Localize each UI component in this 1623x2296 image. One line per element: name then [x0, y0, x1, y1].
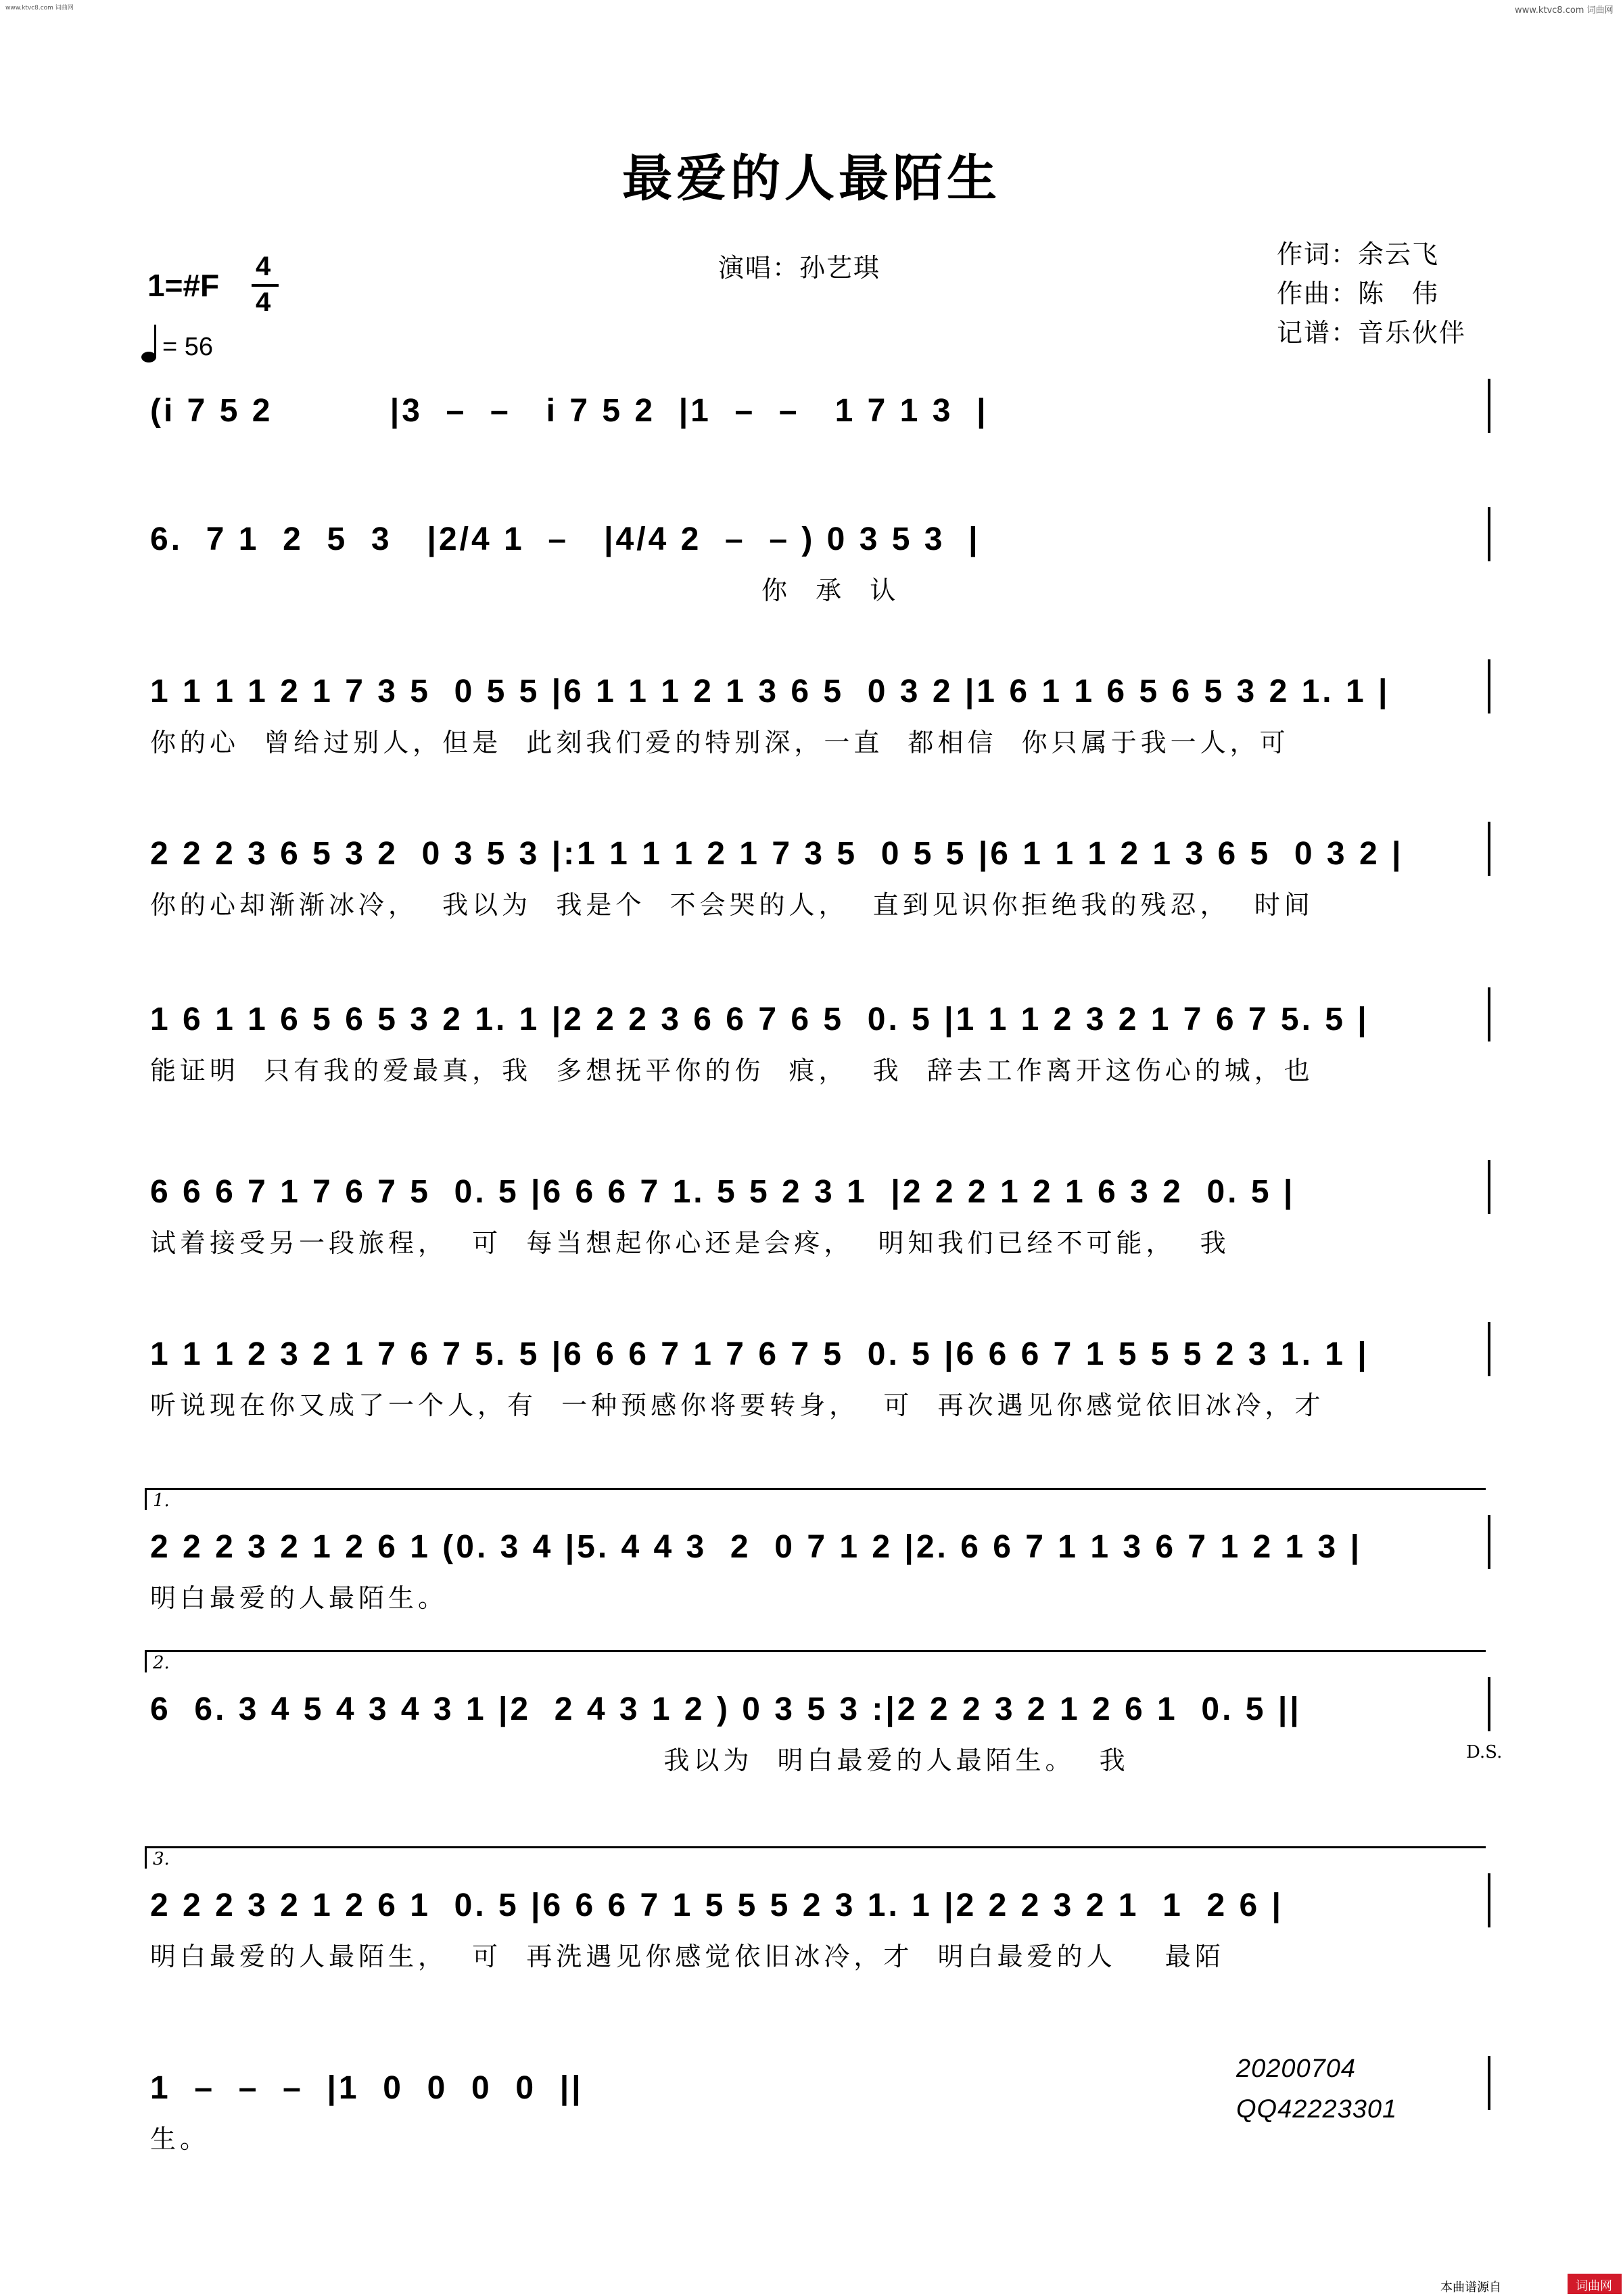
notation-line: 1 1 1 2 3 2 1 7 6 7 5. 5 |6 6 6 7 1 7 6 7 5 0. 5 |6 6 6 7 1 5 5 5 2 3 1. 1 |: [150, 1336, 1369, 1372]
lyric-line: 生。: [150, 2124, 210, 2154]
notation-line: (i 7 5 2 |3 – – i 7 5 2 |1 – – 1 7 1 3 |: [150, 393, 989, 429]
notation-line: 2 2 2 3 6 5 3 2 0 3 5 3 |:1 1 1 1 2 1 7 3 5 0 5 5 |6 1 1 1 2 1 3 6 5 0 3 2 |: [150, 836, 1404, 872]
notation-line: 1 – – – |1 0 0 0 0 ||: [150, 2070, 584, 2106]
notation-line: 1 1 1 1 2 1 7 3 5 0 5 5 |6 1 1 1 2 1 3 6 5 0 3 2 |1 6 1 1 6 5 6 5 3 2 1. 1 |: [150, 674, 1390, 709]
lyric-line: 明白最爱的人最陌生。: [150, 1583, 448, 1613]
lyricist: 作词：余云飞: [1277, 239, 1440, 269]
lyric-line: 你的心却渐渐冰冷， 我以为 我是个 不会哭的人， 直到见识你拒绝我的残忍， 时间: [150, 890, 1314, 920]
staff-system: [0, 987, 1623, 1096]
notation-line: 6. 7 1 2 5 3 |2/4 1 – |4/4 2 – – ) 0 3 5 3 |: [150, 521, 981, 557]
lyric-line: 试着接受另一段旅程， 可 每当想起你心还是会疼， 明知我们已经不可能， 我: [150, 1228, 1230, 1258]
staff-system: [0, 659, 1623, 768]
lyric-line: 听说现在你又成了一个人，有 一种预感你将要转身， 可 再次遇见你感觉依旧冰冷，才: [150, 1390, 1325, 1420]
volta-bracket: [145, 1650, 1486, 1672]
barline: [1488, 1677, 1490, 1731]
volta-label: 1.: [153, 1491, 170, 1511]
barline: [1488, 1322, 1490, 1376]
staff-system: [0, 379, 1623, 487]
top-right-site: www.ktvc8.com 词曲网: [1515, 5, 1614, 16]
singer: 演唱：孙艺琪: [718, 253, 881, 283]
song-title: 最爱的人最陌生: [622, 149, 1001, 208]
barline: [1488, 987, 1490, 1041]
staff-system: [0, 1491, 1623, 1623]
key-signature: 1=#F: [147, 268, 220, 303]
staff-system: [0, 1322, 1623, 1430]
volta-bracket: [145, 1488, 1486, 1510]
lyric-line: 我以为 明白最爱的人最陌生。 我: [150, 1746, 1129, 1775]
notation-line: 2 2 2 3 2 1 2 6 1 (0. 3 4 |5. 4 4 3 2 0 7 1 2 |2. 6 6 7 1 1 3 6 7 1 2 1 3 |: [150, 1529, 1363, 1565]
notation-line: 2 2 2 3 2 1 2 6 1 0. 5 |6 6 6 7 1 5 5 5 2 3 1. 1 |2 2 2 3 2 1 1 2 6 |: [150, 1888, 1284, 1923]
notation-line: 1 6 1 1 6 5 6 5 3 2 1. 1 |2 2 2 3 6 6 7 6 5 0. 5 |1 1 1 2 3 2 1 7 6 7 5. 5 |: [150, 1002, 1369, 1037]
top-left-watermark: www.ktvc8.com 词曲网: [5, 5, 74, 11]
staff-system: [0, 1160, 1623, 1268]
transcription-date: 20200704: [1236, 2055, 1357, 2083]
ds-marking: D.S.: [1466, 1742, 1503, 1762]
lyric-line: 明白最爱的人最陌生， 可 再洗遇见你感觉依旧冰冷，才 明白最爱的人 最陌: [150, 1942, 1225, 1971]
transcriber-qq: QQ42223301: [1236, 2095, 1398, 2124]
lyric-line: 你 承 认: [150, 576, 900, 605]
transcriber: 记谱：音乐伙伴: [1277, 318, 1467, 348]
footer-logo-badge[interactable]: [1568, 2274, 1622, 2294]
barline: [1488, 822, 1490, 876]
quarter-note-icon: [141, 323, 161, 367]
barline: [1488, 379, 1490, 433]
staff-system: [0, 1849, 1623, 1982]
lyric-line: 能证明 只有我的爱最真，我 多想抚平你的伤 痕， 我 辞去工作离开这伤心的城，也: [150, 1056, 1314, 1085]
notation-line: 6 6. 3 4 5 4 3 4 3 1 |2 2 4 3 1 2 ) 0 3 5 3 :|2 2 2 3 2 1 2 6 1 0. 5 ||: [150, 1691, 1302, 1727]
time-sig-bottom: 4: [256, 287, 271, 317]
time-sig-divider: [252, 284, 279, 287]
notation-line: 6 6 6 7 1 7 6 7 5 0. 5 |6 6 6 7 1. 5 5 2 3 1 |2 2 2 1 2 1 6 3 2 0. 5 |: [150, 1174, 1296, 1210]
staff-system: [0, 507, 1623, 615]
barline: [1488, 507, 1490, 561]
barline: [1488, 2056, 1490, 2110]
footer-logo-text: 词曲网: [1576, 2279, 1612, 2293]
staff-system: [0, 822, 1623, 930]
footer-source: 本曲谱源自: [1440, 2280, 1501, 2295]
composer: 作曲：陈 伟: [1277, 279, 1440, 308]
tempo-marking: = 56: [162, 333, 214, 361]
volta-label: 2.: [153, 1653, 170, 1673]
volta-label: 3.: [153, 1849, 170, 1869]
barline: [1488, 1873, 1490, 1927]
time-sig-top: 4: [256, 252, 271, 281]
barline: [1488, 1515, 1490, 1569]
volta-bracket: [145, 1846, 1486, 1869]
staff-system: [0, 1653, 1623, 1785]
barline: [1488, 659, 1490, 713]
lyric-line: 你的心 曾给过别人，但是 此刻我们爱的特别深，一直 都相信 你只属于我一人，可: [150, 728, 1290, 757]
barline: [1488, 1160, 1490, 1214]
